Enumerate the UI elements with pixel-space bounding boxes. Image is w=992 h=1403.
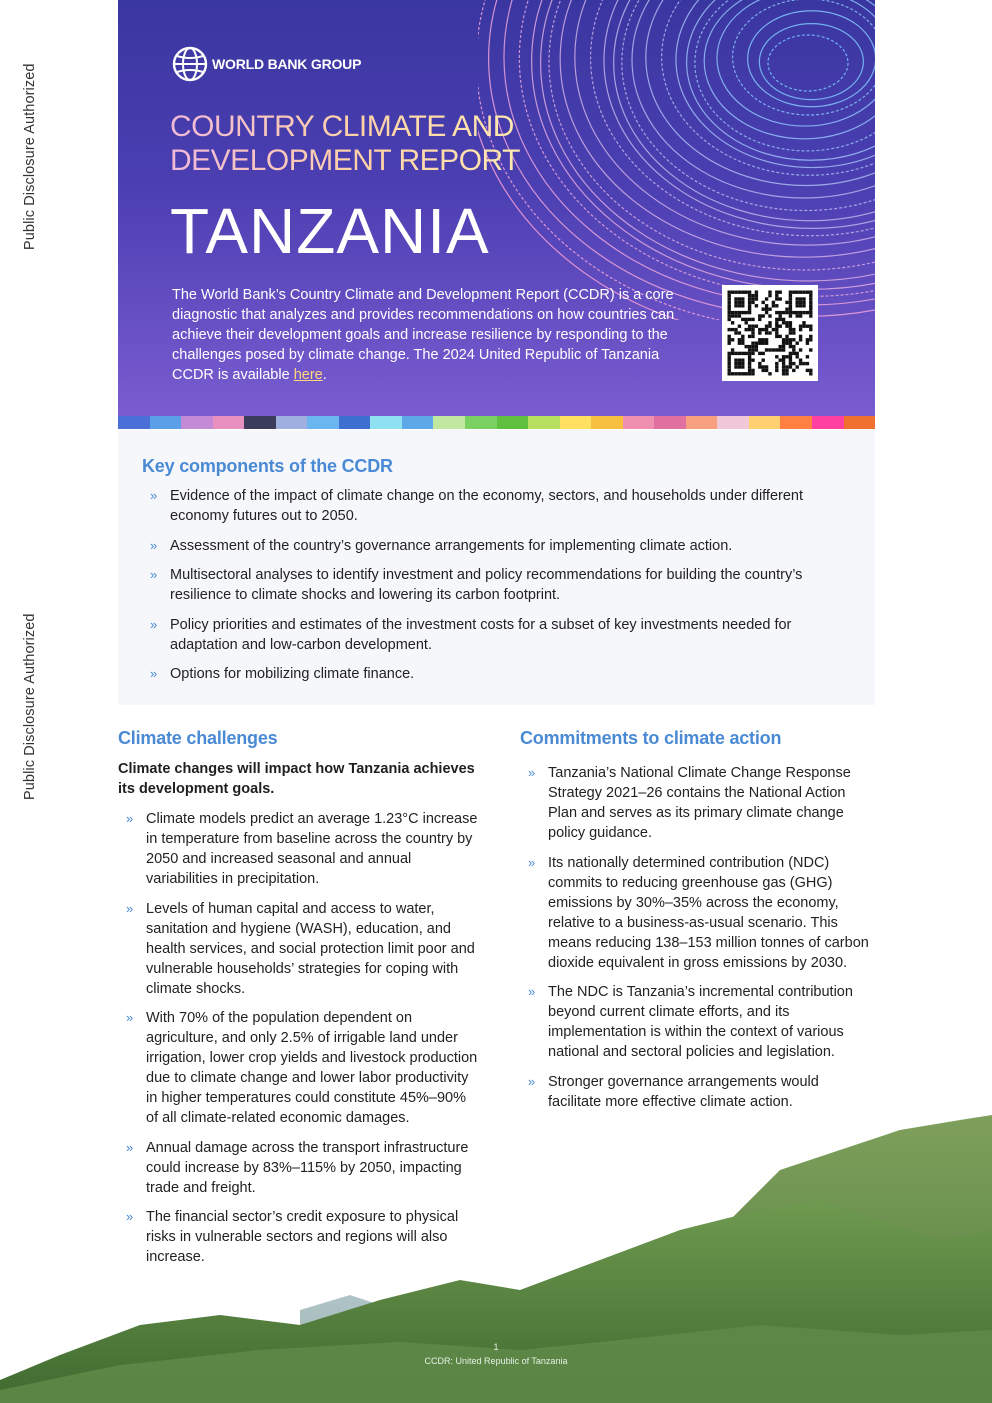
commitment-item-3: » The NDC is Tanzania’s incremental contribution beyond current climate efforts, and its implementation is within the context of various national and sectoral policies and legislation. <box>520 982 875 1062</box>
page-number: 1 <box>493 1342 499 1352</box>
country-title: TANZANIA <box>170 195 490 267</box>
contour-ring <box>614 0 875 221</box>
commitments-title: Commitments to climate action <box>520 728 782 748</box>
stripe-segment <box>749 416 781 429</box>
stripe-segment <box>844 416 876 429</box>
brand-name: WORLD BANK GROUP <box>212 56 362 72</box>
challenge-item-1: » Climate models predict an average 1.23°C increase in temperature from baseline across the country by 2050 and increased seasonal and annual variabilities in precipitation. <box>118 809 478 889</box>
stripe-segment <box>591 416 623 429</box>
stripe-segment <box>528 416 560 429</box>
commitments-section <box>520 728 875 1121</box>
key-component-item-1: » Evidence of the impact of climate change on the economy, sectors, and households under different economy futures out to 2050. <box>142 486 852 526</box>
contour-ring <box>532 0 875 289</box>
hero-banner <box>118 0 875 416</box>
key-components-box <box>118 430 875 705</box>
stripe-segment <box>402 416 434 429</box>
disclosure-label-top: Public Disclosure Authorized <box>22 63 38 250</box>
stripe-segment <box>181 416 213 429</box>
world-bank-logo <box>172 46 361 82</box>
stripe-segment <box>623 416 655 429</box>
stripe-segment <box>276 416 308 429</box>
contour-ring <box>733 0 875 115</box>
key-component-item-3: » Multisectoral analyses to identify investment and policy recommendations for building the country’s resilience to climate shocks and lowering its carbon footprint. <box>142 565 852 605</box>
contour-ring <box>504 0 875 305</box>
contour-ring <box>604 0 875 228</box>
contour-ring <box>622 0 875 211</box>
stripe-segment <box>433 416 465 429</box>
stripe-segment <box>307 416 339 429</box>
stripe-segment <box>244 416 276 429</box>
key-component-item-2: » Assessment of the country’s governance arrangements for implementing climate action. <box>142 536 852 556</box>
report-link[interactable]: here <box>293 367 323 383</box>
key-components-title: Key components of the CCDR <box>142 456 393 476</box>
intro-end: . <box>322 367 327 383</box>
contour-ring <box>489 0 875 316</box>
stripe-segment <box>497 416 529 429</box>
key-component-item-5: » Options for mobilizing climate finance. <box>142 664 852 684</box>
key-components-list <box>142 486 852 694</box>
stripe-segment <box>465 416 497 429</box>
report-title-line1: COUNTRY CLIMATE AND <box>170 110 514 143</box>
stripe-segment <box>717 416 749 429</box>
report-title-line2: DEVELOPMENT REPORT <box>170 144 520 177</box>
climate-challenges-subtitle: Climate changes will impact how Tanzania achieves its development goals. <box>118 761 475 797</box>
challenge-item-2: » Levels of human capital and access to water, sanitation and hygiene (WASH), education, and health services, and social protection limit poor and vulnerable households’ strategies for coping with climate shocks. <box>118 899 478 999</box>
contour-ring <box>676 0 875 168</box>
stripe-segment <box>560 416 592 429</box>
stripe-segment <box>213 416 245 429</box>
contour-ring <box>695 0 875 151</box>
contour-ring <box>541 0 875 281</box>
stripe-segment <box>812 416 844 429</box>
intro-text: The World Bank’s Country Climate and Development Report (CCDR) is a core diagnostic that analyzes and provides recommendations on how countries can achieve their development goals and increase resilience by responding to the challenges posed by climate change. The 2024 United Republic of Tanzania CCDR is available <box>172 287 675 383</box>
challenge-item-4: » Annual damage across the transport infrastructure could increase by 83%–115% by 2050, impacting trade and freight. <box>118 1138 478 1198</box>
contour-ring <box>704 0 875 139</box>
stripe-segment <box>780 416 812 429</box>
globe-icon <box>172 46 208 82</box>
contour-ring <box>549 0 875 270</box>
contour-rings-graphic <box>478 0 875 320</box>
contour-ring <box>768 35 848 91</box>
stripe-segment <box>654 416 686 429</box>
qr-code[interactable] <box>722 285 818 381</box>
disclosure-label-middle: Public Disclosure Authorized <box>22 613 38 800</box>
intro-paragraph <box>172 285 702 385</box>
contour-ring <box>759 24 863 100</box>
stripe-segment <box>370 416 402 429</box>
footer-text: CCDR: United Republic of Tanzania <box>424 1356 568 1366</box>
climate-challenges-title: Climate challenges <box>118 728 278 748</box>
key-component-item-4: » Policy priorities and estimates of the investment costs for a subset of key investments needed for adaptation and low-carbon development. <box>142 615 852 655</box>
contour-ring <box>748 11 875 107</box>
color-stripe <box>118 416 875 429</box>
stripe-segment <box>339 416 371 429</box>
challenge-item-5: » The financial sector’s credit exposure to physical risks in vulnerable sectors and regions will also increase. <box>118 1207 478 1267</box>
challenge-item-3: » With 70% of the population dependent on agriculture, and only 2.5% of irrigable land under irrigation, lower crop yields and livestock production due to climate change and lower labor productivity in higher temperatures could constitute 45%–90% of all climate-related economic damages. <box>118 1008 478 1128</box>
contour-ring <box>717 0 875 126</box>
stripe-segment <box>118 416 150 429</box>
contour-ring <box>519 0 875 296</box>
stripe-segment <box>686 416 718 429</box>
qr-code-icon <box>722 285 818 381</box>
commitment-item-1: » Tanzania’s National Climate Change Response Strategy 2021–26 contains the National Action Plan and serves as its primary climate change policy guidance. <box>520 763 875 843</box>
report-title <box>170 110 520 178</box>
commitment-item-4: » Stronger governance arrangements would facilitate more effective climate action. <box>520 1072 875 1112</box>
stripe-segment <box>150 416 182 429</box>
commitment-item-2: » Its nationally determined contribution (NDC) commits to reducing greenhouse gas (GHG) emissions by 30%–35% across the economy, relative to a business-as-usual scenario. This means reducing 138–153 million tonnes of carbon dioxide equivalent in gross emissions by 2030. <box>520 853 875 973</box>
commitments-list <box>520 763 875 1112</box>
